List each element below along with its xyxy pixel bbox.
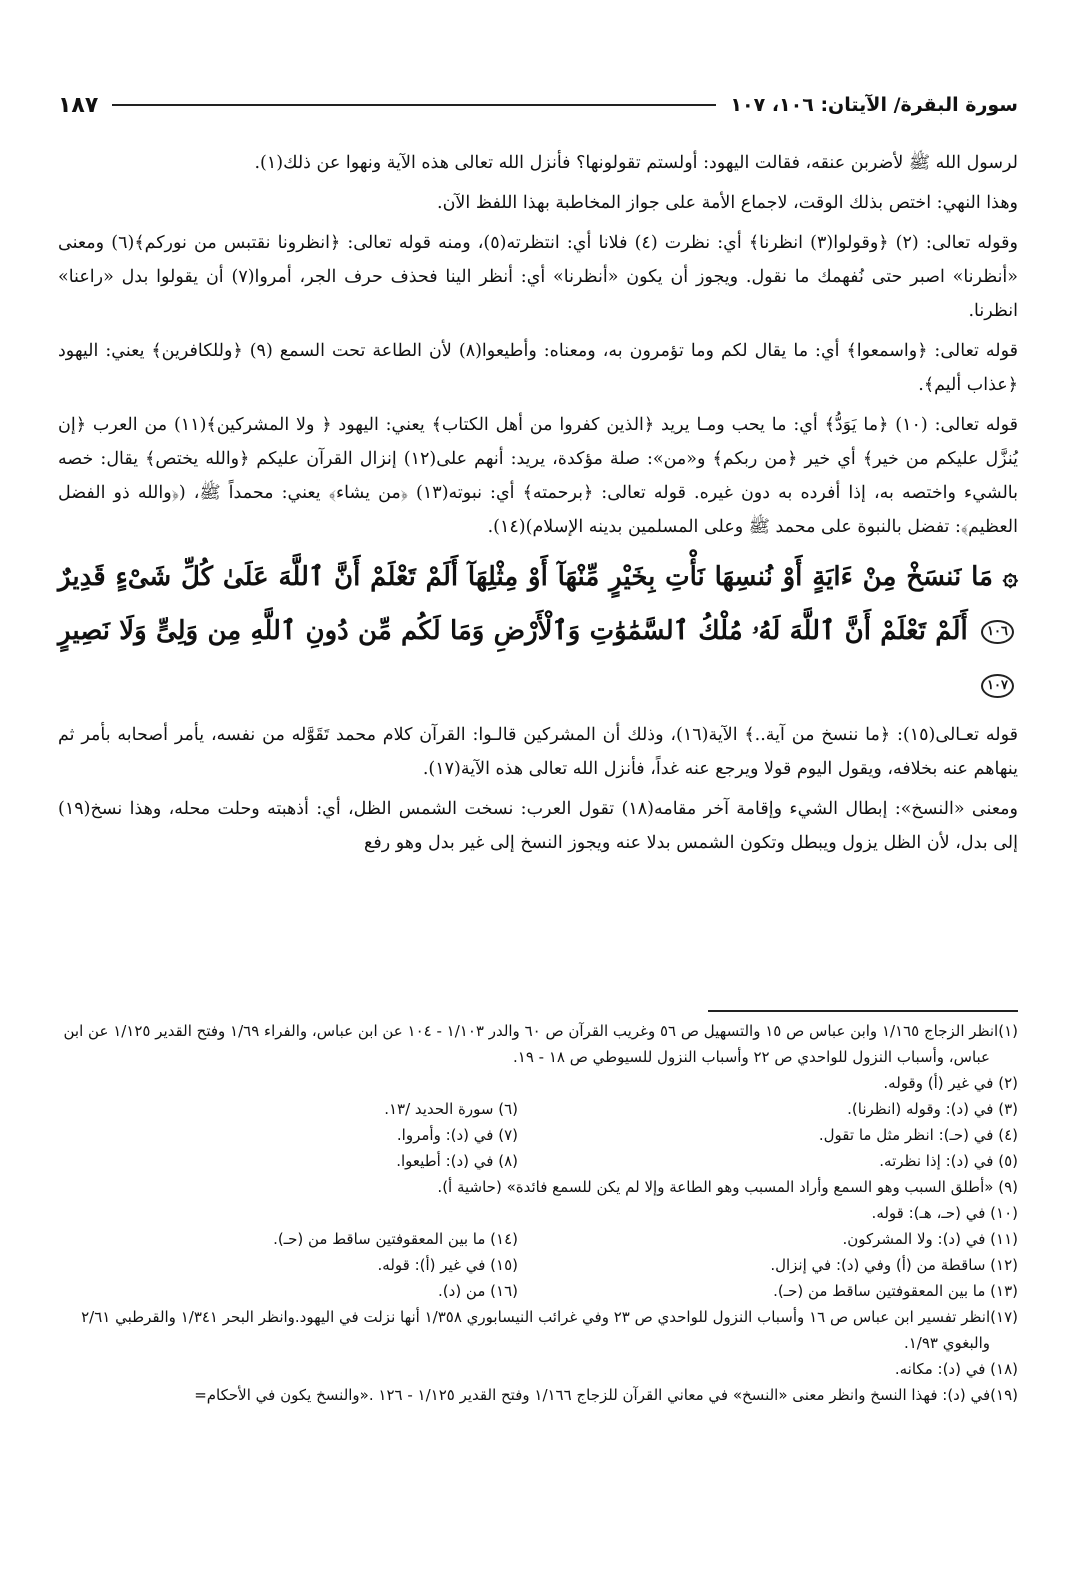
footnote: (١٢) ساقطة من (أ) وفي (د): في إنزال. <box>770 1256 1018 1274</box>
paragraph: ومعنى «النسخ»: إبطال الشيء وإقامة آخر مقامه(١٨) تقول العرب: نسخت الشمس الظل، أي: أذهبته وحلت محله، وهذا نسخ(١٩) إلى بدل، لأن الظل يزول ويبطل وتكون الشمس بدلا عنه ويجوز النسخ إلى غير بدل وهو رفع <box>58 799 1018 853</box>
paragraph: وهذا النهي: اختص بذلك الوقت، لاجماع الأمة على جواز المخاطبة بهذا اللفظ الآن. <box>437 193 1018 213</box>
footnote: (١)انظر الزجاج ١/١٦٥ وابن عباس ص ١٥ والتسهيل ص ٥٦ وغريب القرآن ص ٦٠ والدر ١/١٠٣ - ١٠٤ عن ابن عباس، والفراء ١/٦٩ وفتح القدير ١/١٢٥ عن ابن عباس، وأسباب النزول للواحدي ص ٢٢ وأسباب النزول للسيوطي ص ١٨ - ١٩. <box>63 1022 1018 1066</box>
footnote-column-right <box>558 1096 1018 1174</box>
page-header <box>58 88 1018 122</box>
verse-text: أَلَمْ تَعْلَمْ أَنَّ ٱللَّهَ لَهُۥ مُلْكُ ٱلسَّمَٰوَٰتِ وَٱلْأَرْضِ وَمَا لَكُم مِّن دُونِ ٱللَّهِ مِن وَلِىٍّ وَلَا نَصِيرٍ <box>58 616 968 646</box>
footnote: (١٥) في غير (أ): قوله. <box>377 1256 518 1274</box>
footnote: (٧) في (د): وأمروا. <box>396 1126 518 1144</box>
footnote: (١٠) في (حـ، هـ): قوله. <box>871 1204 1018 1222</box>
footnote-column-left <box>58 1096 518 1174</box>
footnote: (٣) في (د): وقوله (انظرنا). <box>847 1100 1018 1118</box>
main-text <box>58 146 1018 866</box>
paragraph: وقوله تعالى: (٢) ﴿وقولوا(٣) انظرنا﴾ أي: نظرت (٤) فلانا أي: انتظرته(٥)، ومنه قوله تعالى: ﴿انظرونا نقتبس من نوركم﴾(٦) ومعنى «أنظرنا» اصبر حتى نُفهمك ما نقول. ويجوز أن يكون «أنظرنا» أي: أنظر الينا فحذف حرف الجر، أمروا(٧) أن يقولوا بدل «راعنا» انظرنا. <box>58 233 1019 321</box>
footnote: (٤) في (حـ): انظر مثل ما تقول. <box>818 1126 1018 1144</box>
book-page <box>58 88 1018 1568</box>
footnote: (١٩)في (د): فهذا النسخ وانظر معنى «النسخ» في معاني القرآن للزجاج ١/١٦٦ وفتح القدير ١/١٢٥ - ١٢٦ .«والنسخ يكون في الأحكام= <box>194 1386 1018 1404</box>
header-rule <box>112 104 716 106</box>
footnote: (٢) في غير (أ) وقوله. <box>883 1074 1018 1092</box>
paragraph: قوله تعالى: (١٠) ﴿ما يَوَدُّ﴾ أي: ما يحب ومـا يريد ﴿الذين كفروا من أهل الكتاب﴾ يعني: اليهود ﴿ ولا المشركين﴾(١١) من العرب ﴿إن يُنزَّل عليكم من خير﴾ أي خير ﴿من ربكم﴾ و«من»: صلة مؤكدة، يريد: أنهم على(١٢) إنزال القرآن عليكم ﴿والله يختص﴾ يقال: خصه بالشيء واختصه به، إذا أفرده به دون غيره. قوله تعالى: ﴿برحمته﴾ أي: نبوته(١٣) ﴿من يشاء﴾ يعني: محمداً ﷺ، (﴿والله ذو الفضل العظيم﴾: تفضل بالنبوة على محمد ﷺ وعلى المسلمين بدينه الإسلام)(١٤). <box>58 415 1018 537</box>
paragraph: قوله تعالى: ﴿واسمعوا﴾ أي: ما يقال لكم وما تؤمرون به، ومعناه: وأطيعوا(٨) لأن الطاعة تحت السمع (٩) ﴿وللكافرين﴾ يعني: اليهود ﴿عذاب أليم﴾. <box>58 341 1019 395</box>
page-number: ١٨٧ <box>58 92 99 118</box>
quran-verse-block <box>58 550 1018 712</box>
footnote-columns <box>58 1096 1018 1174</box>
footnote-columns <box>58 1200 1018 1304</box>
footnote <box>58 1200 518 1226</box>
footnote-column-left <box>58 1200 518 1304</box>
footnote: (٥) في (د): إذا نظرته. <box>879 1152 1018 1170</box>
footnote: (٨) في (د): أطيعوا. <box>396 1152 518 1170</box>
footnote: (١٤) ما بين المعقوفتين ساقط من (حـ). <box>273 1230 518 1248</box>
footnote: (١٣) ما بين المعقوفتين ساقط من (حـ). <box>773 1282 1018 1300</box>
paragraph: لرسول الله ﷺ لأضربن عنقه، فقالت اليهود: أولستم تقولونها؟ فأنزل الله تعالى هذه الآية ونهوا عن ذلك(١). <box>254 153 1018 173</box>
footnote: (١٧)انظر تفسير ابن عباس ص ١٦ وأسباب النزول للواحدي ص ٢٣ وفي غرائب النيسابوري ١/٣٥٨ أنها نزلت في اليهود.وانظر البحر ١/٣٤١ والقرطبي ٢/٦١ والبغوي ١/٩٣. <box>81 1308 1018 1352</box>
footnote: (١٦) من (د). <box>438 1282 518 1300</box>
footnote: (٩) «أطلق السبب وهو السمع وأراد المسبب وهو الطاعة وإلا لم يكن للسمع فائدة» (حاشية أ). <box>437 1178 1018 1196</box>
paragraph: قوله تعـالى(١٥): ﴿ما ننسخ من آية..﴾ الآية(١٦)، وذلك أن المشركين قالـوا: القرآن كلام محمد تَقَوَّله من نفسه، يأمر أصحابه بأمر ثم ينهاهم عنه بخلافه، ويقول اليوم قولا ويرجع عنه غداً، فأنزل الله تعالى هذه الآية(١٧). <box>58 725 1019 779</box>
footnote: (١٨) في (د): مكانه. <box>894 1360 1018 1378</box>
running-title: سورة البقرة/ الآيتان: ١٠٦، ١٠٧ <box>730 94 1018 116</box>
footnote-column-right <box>558 1200 1018 1304</box>
footnote-separator <box>708 1010 1018 1012</box>
verse-number-marker: ١٠٦ <box>981 620 1014 644</box>
footnotes <box>58 1018 1018 1408</box>
footnote: (١١) في (د): ولا المشركون. <box>842 1230 1018 1248</box>
verse-text: ۞ مَا نَنسَخْ مِنْ ءَايَةٍ أَوْ نُنسِهَا نَأْتِ بِخَيْرٍ مِّنْهَآ أَوْ مِثْلِهَآ أَلَمْ تَعْلَمْ أَنَّ ٱللَّهَ عَلَىٰ كُلِّ شَىْءٍ قَدِيرٌ <box>58 562 1018 592</box>
footnote: (٦) سورة الحديد /١٣. <box>384 1100 518 1118</box>
verse-number-marker: ١٠٧ <box>981 674 1014 698</box>
